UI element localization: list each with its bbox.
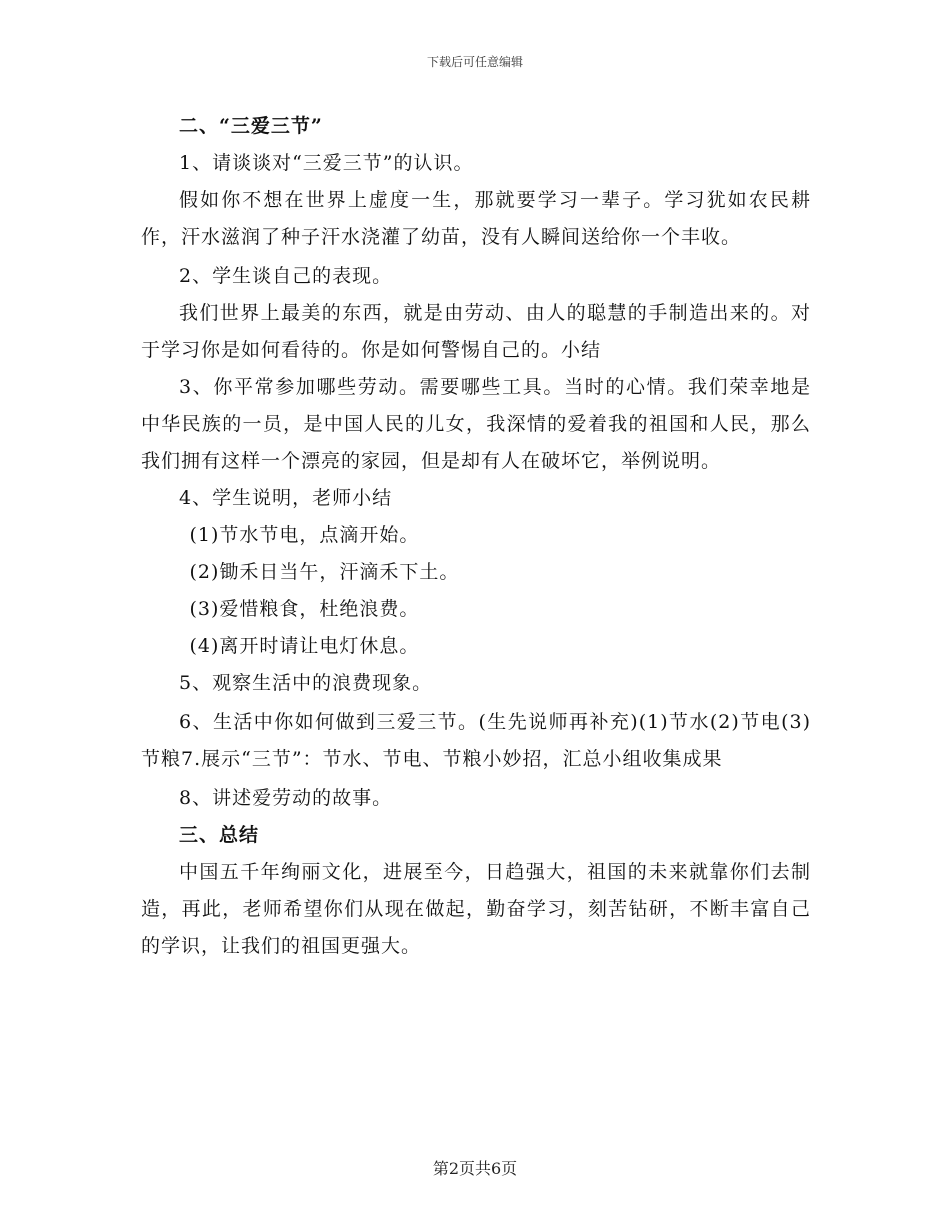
sublist-item: (4)离开时请让电灯休息。 [189,635,420,657]
page-number: 第2页共6页 [432,1159,518,1178]
sublist-item: (3)爱惜粮食，杜绝浪费。 [189,598,420,620]
item-8: 8、讲述爱劳动的故事。 [179,787,393,809]
sublist-item: (1)节水节电，点滴开始。 [189,524,420,546]
item-5: 5、观察生活中的浪费现象。 [179,672,433,694]
page-header: 下载后可任意编辑 [426,55,523,69]
summary-paragraph: 中国五千年绚丽文化，进展至今，日趋强大，祖国的未来就靠你们去制造，再此，老师希望你们从现在做起，勤奋学习，刻苦钻研，不断丰富自己的学识，让我们的祖国更强大。 [141,861,811,957]
item-4-title: 4、学生说明，老师小结 [179,487,393,509]
item-3: 3、你平常参加哪些劳动。需要哪些工具。当时的心情。我们荣幸地是中华民族的一员，是中国人民的儿女，我深情的爱着我的祖国和人民，那么我们拥有这样一个漂亮的家园，但是却有人在破坏它，举例说明。 [141,376,811,472]
section-heading-two: 二、“三爱三节” [179,115,323,137]
item-2-title: 2、学生谈自己的表现。 [179,265,393,287]
item-4-sublist [141,517,811,665]
item-2-body: 我们世界上最美的东西，就是由劳动、由人的聪慧的手制造出来的。对于学习你是如何看待的。你是如何警惕自己的。小结 [141,302,811,361]
item-1-title: 1、请谈谈对“三爱三节”的认识。 [179,152,474,174]
sublist-item: (2)锄禾日当午，汗滴禾下土。 [189,561,460,583]
item-6: 6、生活中你如何做到三爱三节。(生先说师再补充)(1)节水(2)节电(3)节粮7.展示“三节”：节水、节电、节粮小妙招，汇总小组收集成果 [141,711,811,770]
section-heading-three: 三、总结 [179,824,260,846]
item-1-body: 假如你不想在世界上虚度一生，那就要学习一辈子。学习犹如农民耕作，汗水滋润了种子汗水浇灌了幼苗，没有人瞬间送给你一个丰收。 [141,189,811,248]
document-body [141,108,811,965]
